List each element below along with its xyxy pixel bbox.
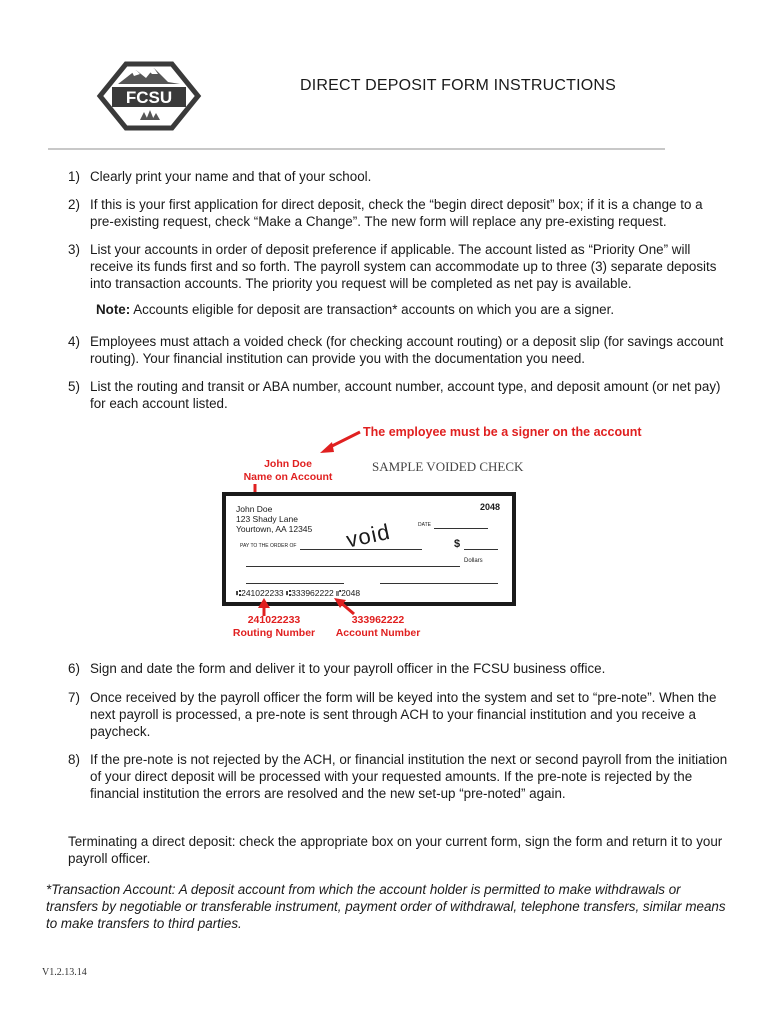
micr-account: ⑆333962222	[286, 588, 334, 598]
void-mark: void	[344, 518, 393, 553]
step-text: If this is your first application for direct deposit, check the “begin direct deposit” box; if it is a change to a pre-existing request, check “Make a Change”. The new form will replace any pre-existing request.	[90, 197, 703, 229]
micr-line	[236, 588, 360, 598]
holder-address-1: 123 Shady Lane	[236, 514, 298, 524]
date-label: DATE	[418, 522, 431, 528]
transaction-account-footnote: *Transaction Account: A deposit account from which the account holder is permitted to make withdrawals or transfers by negotiable or transferable instrument, payment order of withdrawal, telephone transfers, similar means to make transfers to third parties.	[46, 882, 726, 931]
holder-name: John Doe	[236, 504, 273, 514]
step-text: List your accounts in order of deposit preference if applicable. The account listed as “Priority One” will receive its funds first and so forth. The payroll system can accommodate up to three (3) separate deposits into transaction accounts. The priority you request will be completed as net pay is available.	[90, 242, 717, 291]
check-number: 2048	[479, 502, 500, 512]
page-title: DIRECT DEPOSIT FORM INSTRUCTIONS	[300, 77, 617, 94]
note-label: Note:	[96, 302, 131, 317]
step-4	[68, 333, 730, 367]
step-text: Employees must attach a voided check (for checking account routing) or a deposit slip (for savings account routing). Your financial institution can provide you with the documentation you need.	[90, 334, 724, 366]
step-8	[68, 751, 730, 802]
step-text: Clearly print your name and that of your school.	[90, 169, 372, 184]
holder-address-2: Yourtown, AA 12345	[236, 524, 313, 534]
logo-text: FCSU	[125, 88, 173, 107]
step-text: Once received by the payroll officer the form will be keyed into the system and set to “pre-note”. When the next payroll is processed, a pre-note is sent through ACH to your financial institution and you receive a paycheck.	[90, 690, 717, 739]
step-number: 5)	[68, 379, 80, 394]
note	[96, 302, 614, 317]
check-holder-block	[236, 504, 312, 534]
routing-value: 241022233	[247, 614, 301, 626]
micr-check-number: ⑈2048	[336, 588, 361, 598]
step-1	[68, 168, 730, 185]
header-divider	[48, 148, 665, 150]
step-6	[68, 660, 730, 677]
micr-routing: ⑆241022233	[236, 588, 284, 598]
name-label-line-2: Name on Account	[243, 471, 333, 483]
step-text: If the pre-note is not rejected by the ACH, or financial institution the next or second payroll from the initiation of your direct deposit will be processed with your requested amounts. If the pre-note is rejected by the financial institution the errors are resolved and the new set-up “pre-noted” again.	[90, 752, 728, 801]
step-number: 2)	[68, 197, 80, 212]
sample-check-title: SAMPLE VOIDED CHECK	[372, 459, 524, 474]
name-on-account-label	[228, 458, 348, 484]
signature-line	[380, 583, 498, 584]
dollar-sign: $	[454, 538, 461, 550]
account-number-label	[328, 614, 428, 640]
account-label: Account Number	[335, 627, 421, 639]
terminating-paragraph: Terminating a direct deposit: check the appropriate box on your current form, sign the form and return it to your payroll officer.	[68, 834, 723, 866]
note-text: Accounts eligible for deposit are transaction* accounts on which you are a signer.	[130, 302, 615, 317]
dollars-label: Dollars	[464, 558, 483, 564]
pay-to-label: PAY TO THE ORDER OF	[240, 543, 297, 549]
step-3	[68, 241, 730, 292]
memo-line	[246, 583, 344, 584]
date-line	[434, 528, 488, 529]
routing-number-label	[224, 614, 324, 640]
amount-line	[464, 549, 498, 550]
step-5	[68, 378, 730, 412]
step-text: List the routing and transit or ABA number, account number, account type, and deposit amount (or net pay) for each account listed.	[90, 379, 721, 411]
sample-check	[222, 492, 516, 606]
step-2	[68, 196, 730, 230]
fcsu-logo	[88, 58, 210, 134]
step-text: Sign and date the form and deliver it to your payroll officer in the FCSU business office.	[90, 661, 606, 676]
routing-label: Routing Number	[232, 627, 316, 639]
name-label-line-1: John Doe	[264, 458, 312, 470]
amount-words-line	[246, 566, 460, 567]
step-number: 1)	[68, 169, 80, 184]
step-number: 4)	[68, 334, 80, 349]
account-value: 333962222	[351, 614, 405, 626]
step-number: 7)	[68, 690, 80, 705]
version-label: V1.2.13.14	[42, 967, 87, 978]
step-number: 8)	[68, 752, 80, 767]
signer-callout: The employee must be a signer on the account	[363, 425, 642, 439]
callout-arrow	[318, 428, 364, 458]
step-7	[68, 689, 730, 740]
step-number: 6)	[68, 661, 80, 676]
step-number: 3)	[68, 242, 80, 257]
